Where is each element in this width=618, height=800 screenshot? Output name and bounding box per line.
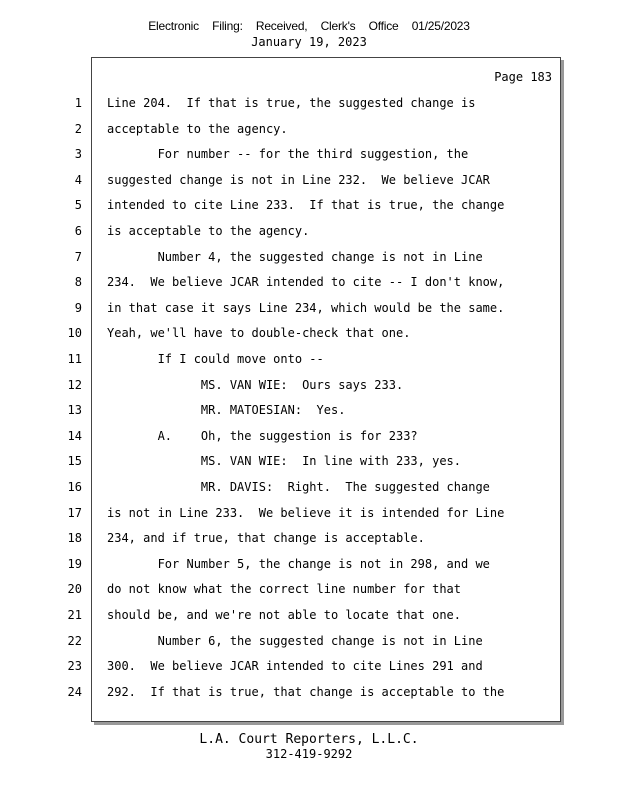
transcript-line: 292. If that is true, that change is acceptable to the [107, 684, 505, 699]
line-number: 17 [67, 505, 82, 520]
transcript-line: should be, and we're not able to locate that one. [107, 608, 462, 622]
transcript-line: 234. We believe JCAR intended to cite -- I don't know, [107, 275, 505, 290]
transcript-line: If I could move onto -- [107, 352, 324, 366]
line-number: 4 [74, 172, 82, 187]
line-number: 3 [74, 147, 82, 162]
transcript-line: A. Oh, the suggestion is for 233? [107, 428, 418, 443]
transcript-line: MR. DAVIS: Right. The suggested change [107, 480, 490, 494]
filing-word: Electronic [148, 19, 199, 33]
filing-word: Clerk's [320, 19, 356, 33]
line-number: 22 [67, 633, 82, 648]
line-number: 8 [74, 275, 82, 290]
transcript-line: Line 204. If that is true, the suggested change is [107, 96, 476, 110]
filing-word: Filing: [212, 19, 243, 33]
line-number: 11 [67, 352, 82, 366]
transcript-line: suggested change is not in Line 232. We believe JCAR [107, 172, 490, 187]
transcript-line: Yeah, we'll have to double-check that one. [107, 326, 411, 341]
transcript-line: MS. VAN WIE: Ours says 233. [107, 377, 404, 392]
transcript-line: in that case it says Line 234, which would be the same. [107, 300, 505, 315]
transcript-line: For Number 5, the change is not in 298, and we [107, 556, 490, 571]
transcript-line: For number -- for the third suggestion, the [107, 147, 469, 162]
transcript-line: is not in Line 233. We believe it is intended for Line [107, 505, 505, 520]
transcript-line: is acceptable to the agency. [107, 224, 310, 238]
line-number: 16 [67, 480, 82, 494]
transcript-line: do not know what the correct line number for that [107, 582, 462, 597]
line-number: 18 [67, 531, 82, 546]
transcript-line: 300. We believe JCAR intended to cite Lines 291 and [107, 659, 483, 674]
reporter-phone: 312-419-9292 [265, 747, 353, 761]
line-number: 19 [67, 556, 82, 571]
filing-word: 01/25/2023 [411, 19, 470, 33]
line-number: 10 [67, 326, 82, 341]
line-number: 7 [74, 249, 82, 264]
filing-stamp [0, 19, 618, 33]
line-number: 12 [67, 377, 82, 392]
transcript-line: 234, and if true, that change is acceptable. [107, 531, 425, 546]
filing-word: Received, [255, 19, 308, 33]
hearing-date: January 19, 2023 [251, 35, 367, 49]
line-number: 24 [67, 684, 82, 699]
transcript-line: Number 6, the suggested change is not in Line [107, 633, 483, 648]
reporter-company: L.A. Court Reporters, L.L.C. [199, 732, 419, 747]
line-number: 13 [67, 403, 82, 418]
line-number: 14 [67, 428, 82, 443]
transcript-line: Number 4, the suggested change is not in Line [107, 249, 483, 264]
line-number: 1 [74, 96, 82, 110]
line-number: 15 [67, 454, 82, 469]
transcript-line: MS. VAN WIE: In line with 233, yes. [107, 454, 462, 469]
line-number: 9 [74, 300, 82, 315]
line-number: 23 [67, 659, 82, 674]
line-number: 5 [74, 198, 82, 213]
line-number: 6 [74, 224, 82, 238]
line-number: 21 [67, 608, 82, 622]
line-number: 2 [74, 121, 82, 136]
transcript-line: intended to cite Line 233. If that is true, the change [107, 198, 505, 213]
page-number: Page 183 [494, 70, 552, 84]
line-number: 20 [67, 582, 82, 597]
transcript-line: acceptable to the agency. [107, 121, 288, 136]
transcript-line: MR. MATOESIAN: Yes. [107, 403, 346, 418]
filing-word: Office [368, 19, 399, 33]
